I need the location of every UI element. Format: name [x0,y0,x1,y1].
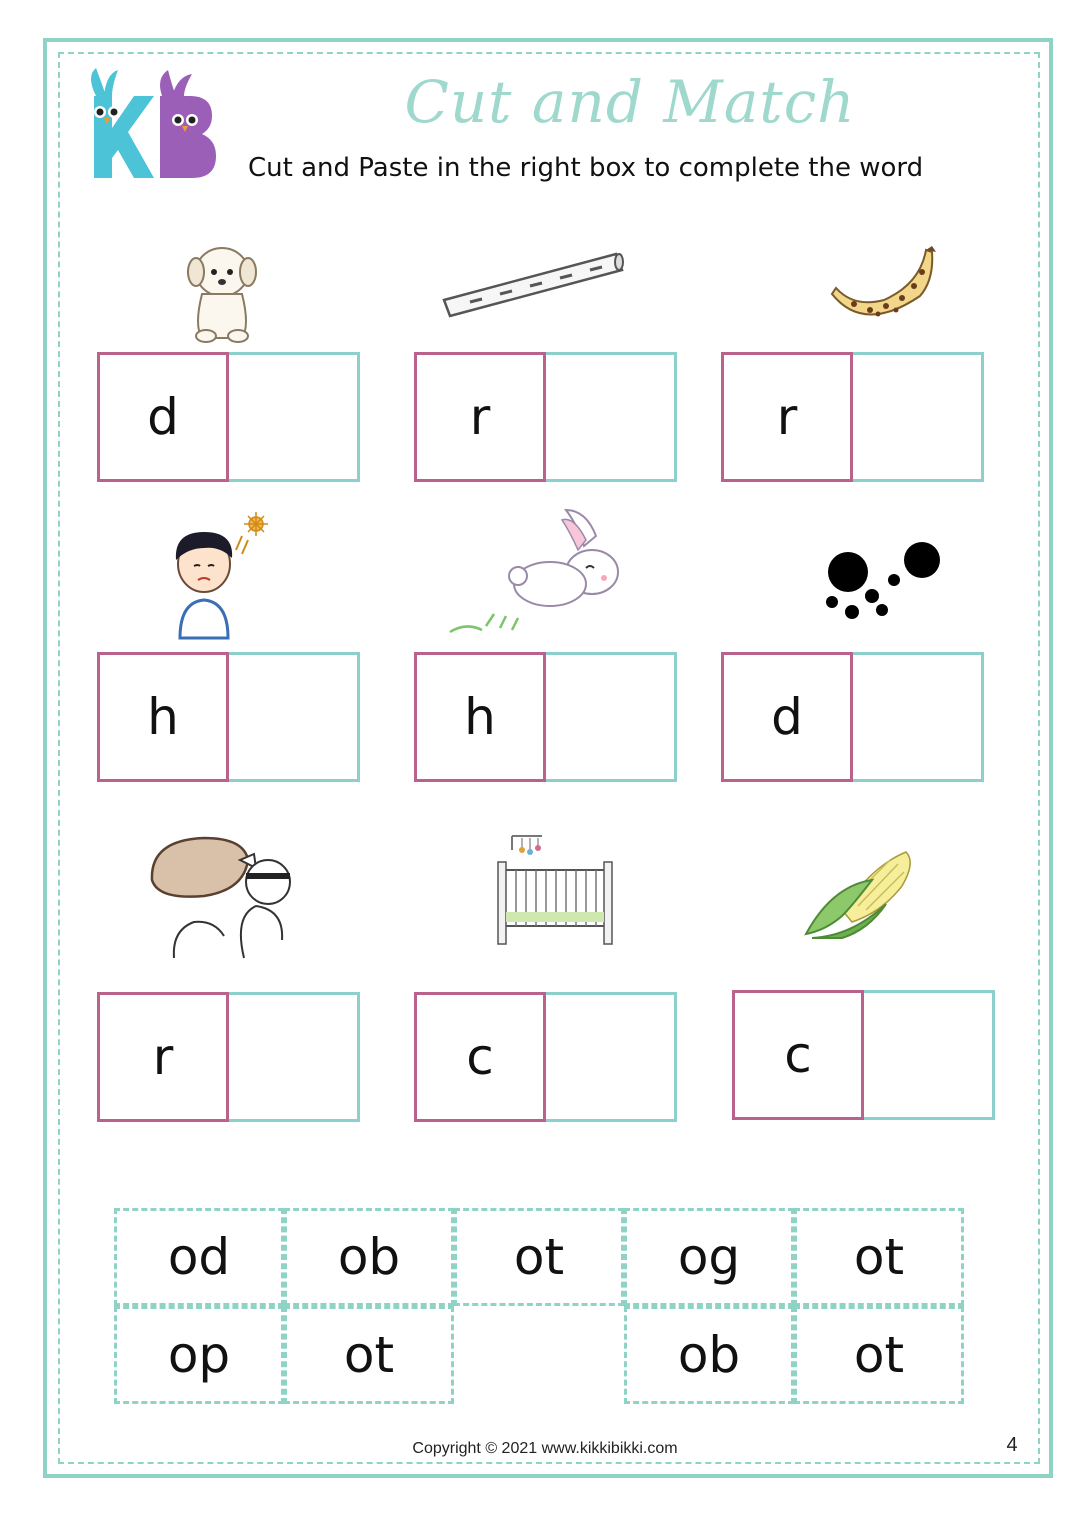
cot-icon [494,834,616,946]
paste-area[interactable] [543,652,677,782]
paste-area[interactable] [850,352,984,482]
paste-area[interactable] [861,990,995,1120]
robber-icon [144,830,294,960]
starting-letter: r [721,352,853,482]
paste-area[interactable] [543,352,677,482]
instructions: Cut and Paste in the right box to complete the word [248,153,924,183]
word-box [97,352,362,488]
word-box [414,352,679,488]
rotten-banana-icon [824,244,940,332]
corn-cob-icon [802,846,920,942]
hopping-rabbit-icon [446,506,626,636]
rod-icon [440,248,626,320]
word-box [414,652,679,788]
cut-tile[interactable]: ot [284,1306,454,1404]
kb-logo [82,66,222,186]
paste-area[interactable] [226,652,360,782]
starting-letter: r [414,352,546,482]
cut-tile[interactable]: ot [794,1306,964,1404]
starting-letter: d [721,652,853,782]
copyright-footer: Copyright © 2021 www.kikkibikki.com [412,1440,678,1457]
starting-letter: c [414,992,546,1122]
starting-letter: d [97,352,229,482]
puppy-icon [180,236,264,344]
cut-tile[interactable]: ot [454,1208,624,1306]
cut-tile[interactable]: od [114,1208,284,1306]
word-box [97,992,362,1128]
page-title: Cut and Match [404,68,856,136]
starting-letter: h [414,652,546,782]
cut-tile[interactable]: op [114,1306,284,1404]
paste-area[interactable] [226,992,360,1122]
word-box [414,992,679,1128]
cut-tile[interactable]: ot [794,1208,964,1306]
hot-boy-icon [160,510,276,640]
cut-tile[interactable]: og [624,1208,794,1306]
word-box [721,352,986,488]
word-box [97,652,362,788]
word-box [721,652,986,788]
paste-area[interactable] [543,992,677,1122]
starting-letter: r [97,992,229,1122]
page-number: 4 [1006,1434,1018,1456]
word-box [732,990,997,1126]
dots-icon [824,540,944,622]
paste-area[interactable] [226,352,360,482]
cut-tile[interactable]: ob [284,1208,454,1306]
starting-letter: c [732,990,864,1120]
paste-area[interactable] [850,652,984,782]
cut-tile[interactable]: ob [624,1306,794,1404]
starting-letter: h [97,652,229,782]
